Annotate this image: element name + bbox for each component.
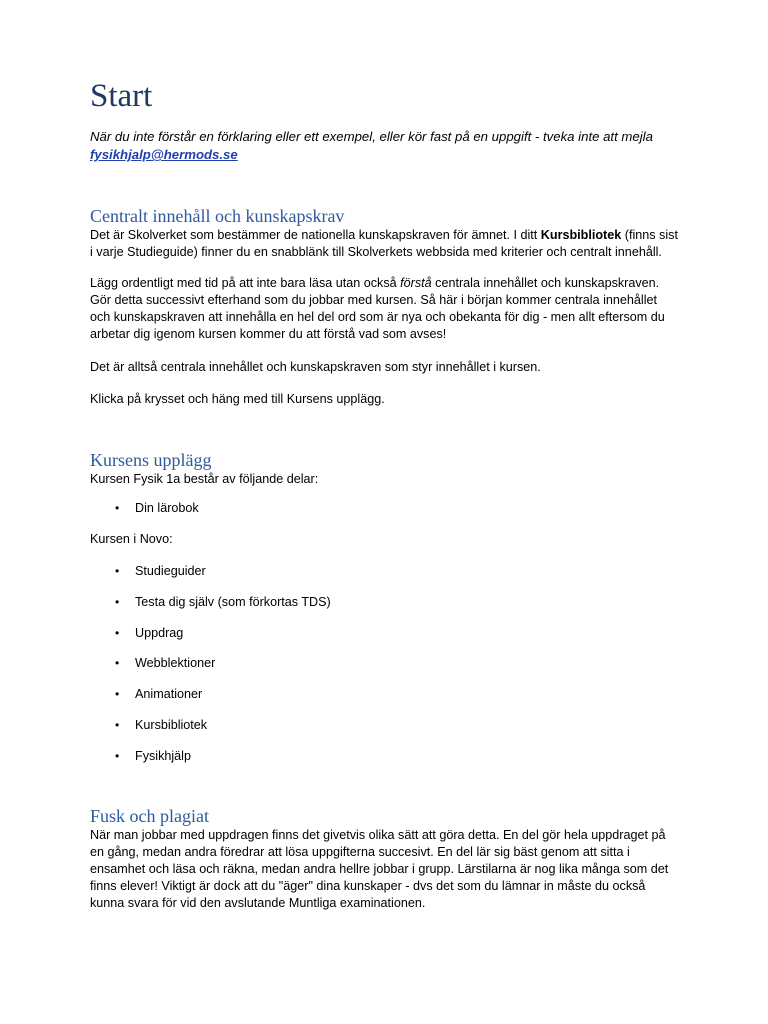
paragraph-text: Lägg ordentligt med tid på att inte bara läsa utan också: [90, 276, 401, 290]
list-item-label: Studieguider: [135, 564, 206, 578]
paragraph-novo-label: Kursen i Novo:: [90, 532, 173, 546]
bullet: •: [115, 564, 120, 578]
heading-centralt: Centralt innehåll och kunskapskrav: [90, 206, 345, 226]
list-item: [90, 625, 331, 656]
intro-text: [90, 128, 680, 164]
list-item-label: Webblektioner: [135, 656, 216, 671]
list-item: [90, 686, 331, 717]
email-link[interactable]: fysikhjalp@hermods.se: [90, 147, 238, 162]
bullet: •: [115, 501, 120, 515]
list-item-label: Din lärobok: [135, 501, 199, 515]
paragraph-upplagg-intro: Kursen Fysik 1a består av följande delar:: [90, 472, 319, 486]
paragraph-text: Det är Skolverket som bestämmer de nationella kunskapskraven för ämnet. I ditt: [90, 228, 541, 242]
list-item: [90, 655, 331, 686]
list-item: [90, 748, 331, 779]
paragraph-centralt-1: [90, 227, 680, 261]
heading-fusk: Fusk och plagiat: [90, 806, 209, 826]
paragraph-text: centrala innehållet och kunskapskraven. Gör detta successivt efterhand som du jobbar med kursen. Så här i början kommer centrala innehållet och kunskapskraven att innehålla en hel del ord som är nya och obekanta för dig - men allt eftersom du arbetar dig igenom kursen kommer du att förstå vad som avses!: [90, 276, 665, 341]
list-item-label: Testa dig själv (som förkortas TDS): [135, 594, 331, 609]
bullet: •: [115, 594, 120, 609]
list-larobok: [90, 500, 199, 531]
paragraph-centralt-2: [90, 275, 680, 343]
list-item-label: Animationer: [135, 687, 203, 702]
list-item-label: Kursbibliotek: [135, 717, 208, 732]
paragraph-text: (finns sist i varje Studieguide) finner du en snabblänk till Skolverkets webbsida med kriterier och centralt innehåll.: [90, 228, 678, 259]
bold-term: Kursbibliotek: [540, 228, 622, 242]
bullet: •: [115, 656, 120, 671]
list-item: [90, 500, 199, 531]
paragraph-fusk-1: När man jobbar med uppdragen finns det givetvis olika sätt att göra detta. En del gör hela uppdraget på en gång, medan andra föredrar att lösa uppgifterna succesivt. En del lär sig bäst genom att sitta i ensamhet och läsa och räkna, medan andra hellre jobbar i grupp. Lärstilarna är nog lika många som det finns elever! Viktigt är dock att du "äger" dina kunskaper - dvs det som du lämnar in måste du också kunna svara för vid den avslutande Muntliga examinationen.: [90, 828, 669, 910]
list-item: [90, 563, 331, 594]
bullet: •: [115, 625, 120, 640]
paragraph-centralt-4: Klicka på krysset och häng med till Kursens upplägg.: [90, 392, 385, 406]
page-title: Start: [90, 78, 153, 114]
list-item-label: Fysikhjälp: [135, 748, 191, 763]
list-item: [90, 717, 331, 748]
intro-sentence: När du inte förstår en förklaring eller ett exempel, eller kör fast på en uppgift - tveka inte att mejla: [90, 129, 653, 144]
bullet: •: [115, 717, 120, 732]
heading-upplagg: Kursens upplägg: [90, 450, 212, 470]
bullet: •: [115, 748, 120, 763]
paragraph-centralt-3: Det är alltså centrala innehållet och kunskapskraven som styr innehållet i kursen.: [90, 360, 541, 374]
list-item-label: Uppdrag: [135, 625, 184, 640]
list-item: [90, 594, 331, 625]
bullet: •: [115, 687, 120, 702]
list-novo: [90, 563, 331, 779]
italic-term: förstå: [400, 276, 432, 290]
